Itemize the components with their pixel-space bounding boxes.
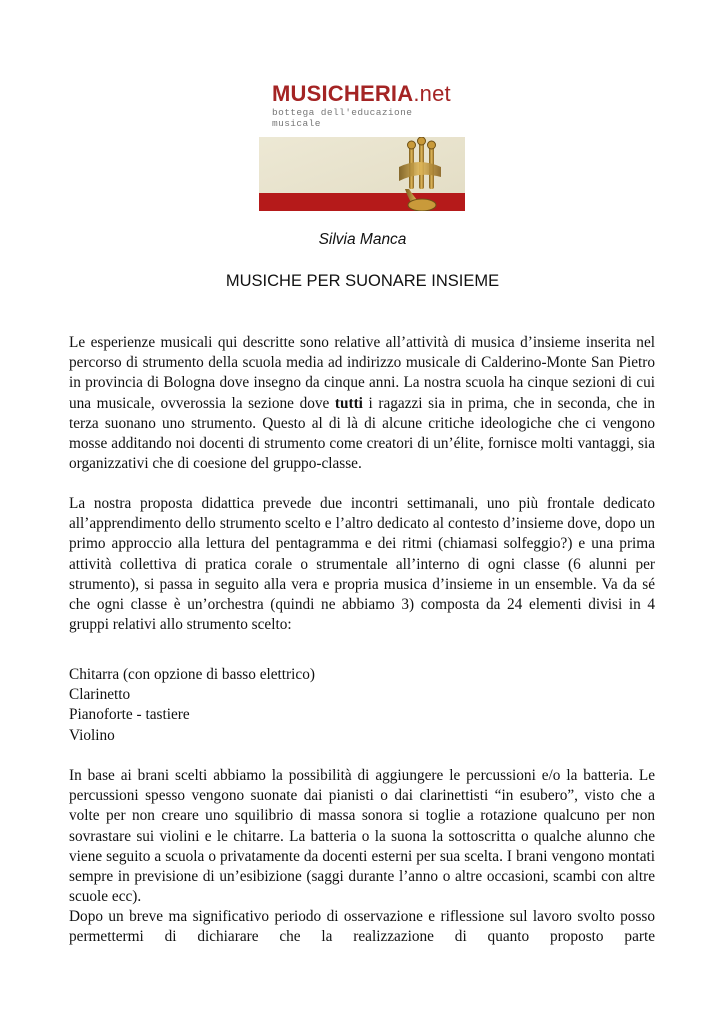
- instrument-list: [69, 665, 655, 746]
- trumpet-banner-image: [259, 137, 465, 211]
- proposal-paragraph: La nostra proposta didattica prevede due incontri settimanali, uno più frontale dedicato all’apprendimento dello strumento scelto e l’altro dedicato al contesto d’insieme dove, dopo un primo approccio alla lettura del pentagramma e dei ritmi (chiamasi solfeggio?) e una prima attività collettiva di pratica corale o strumentale all’interno di ogni classe (6 alunni per strumento), si passa in seguito alla vera e propria musica d’insieme in un ensemble. Va da sé che ogni classe è un’orchestra (quindi ne abbiamo 3) composta da 24 elementi divisi in 4 gruppi relativi allo strumento scelto:: [69, 495, 655, 634]
- list-item: Clarinetto: [69, 686, 131, 704]
- document-title: MUSICHE PER SUONARE INSIEME: [225, 272, 500, 290]
- site-logo[interactable]: [272, 82, 462, 129]
- list-item: Pianoforte - tastiere: [69, 706, 190, 724]
- closing-paragraph: Dopo un breve ma significativo periodo di osservazione e riflessione sul lavoro svolto posso permettermi di dichiarare che la realizzazione di quanto proposto parte: [69, 908, 655, 946]
- logo-tld: .net: [413, 81, 451, 106]
- list-item: Chitarra (con opzione di basso elettrico): [69, 666, 315, 683]
- logo-brand: MUSICHERIA: [272, 81, 414, 106]
- logo-tagline: bottega dell'educazione musicale: [272, 107, 413, 129]
- intro-paragraph: [69, 333, 655, 474]
- percussion-paragraph: In base ai brani scelti abbiamo la possibilità di aggiungere le percussioni e/o la batteria. Le percussioni spesso vengono suonate dai pianisti o dai clarinettisti “in esubero”, visto che a volte per non creare uno squilibrio di massa sonora si toglie a rotazione qualcuno per non sovrastare sui violini e le chitarre. La batteria o la suona la sottoscritta o qualche alunno che viene seguito a scuola o privatamente da docenti esterni per sua scelta. I brani vengono montati sempre in previsione di un’esibizione (saggi durante l’anno o altre occasioni, scambi con altre scuole ecc).: [69, 767, 655, 906]
- list-item: Violino: [69, 726, 115, 744]
- logo-wordmark: [272, 82, 462, 106]
- intro-text-start: Le esperienze musicali qui descritte sono relative all’attività di musica d’insieme inserita nel percorso di strumento della scuola media ad indirizzo musicale di Calderino-Monte San Pietro in provincia di Bologna dove insegno da cinque anni. La nostra scuola ha cinque sezioni di cui una musicale, ovverossia la sezione dove: [69, 334, 655, 412]
- intro-bold-word: tutti: [334, 394, 363, 412]
- author-name: Silvia Manca: [318, 231, 407, 248]
- intro-text-end: i ragazzi sia in prima, che in seconda, che in terza suonano uno strumento. Questo al di là di alcune critiche ideologiche che ci vengono mosse additando noi docenti di strumento come creatori di un’élite, fornisce molti vantaggi, sia organizzativi che di coesione del gruppo-classe.: [69, 394, 655, 473]
